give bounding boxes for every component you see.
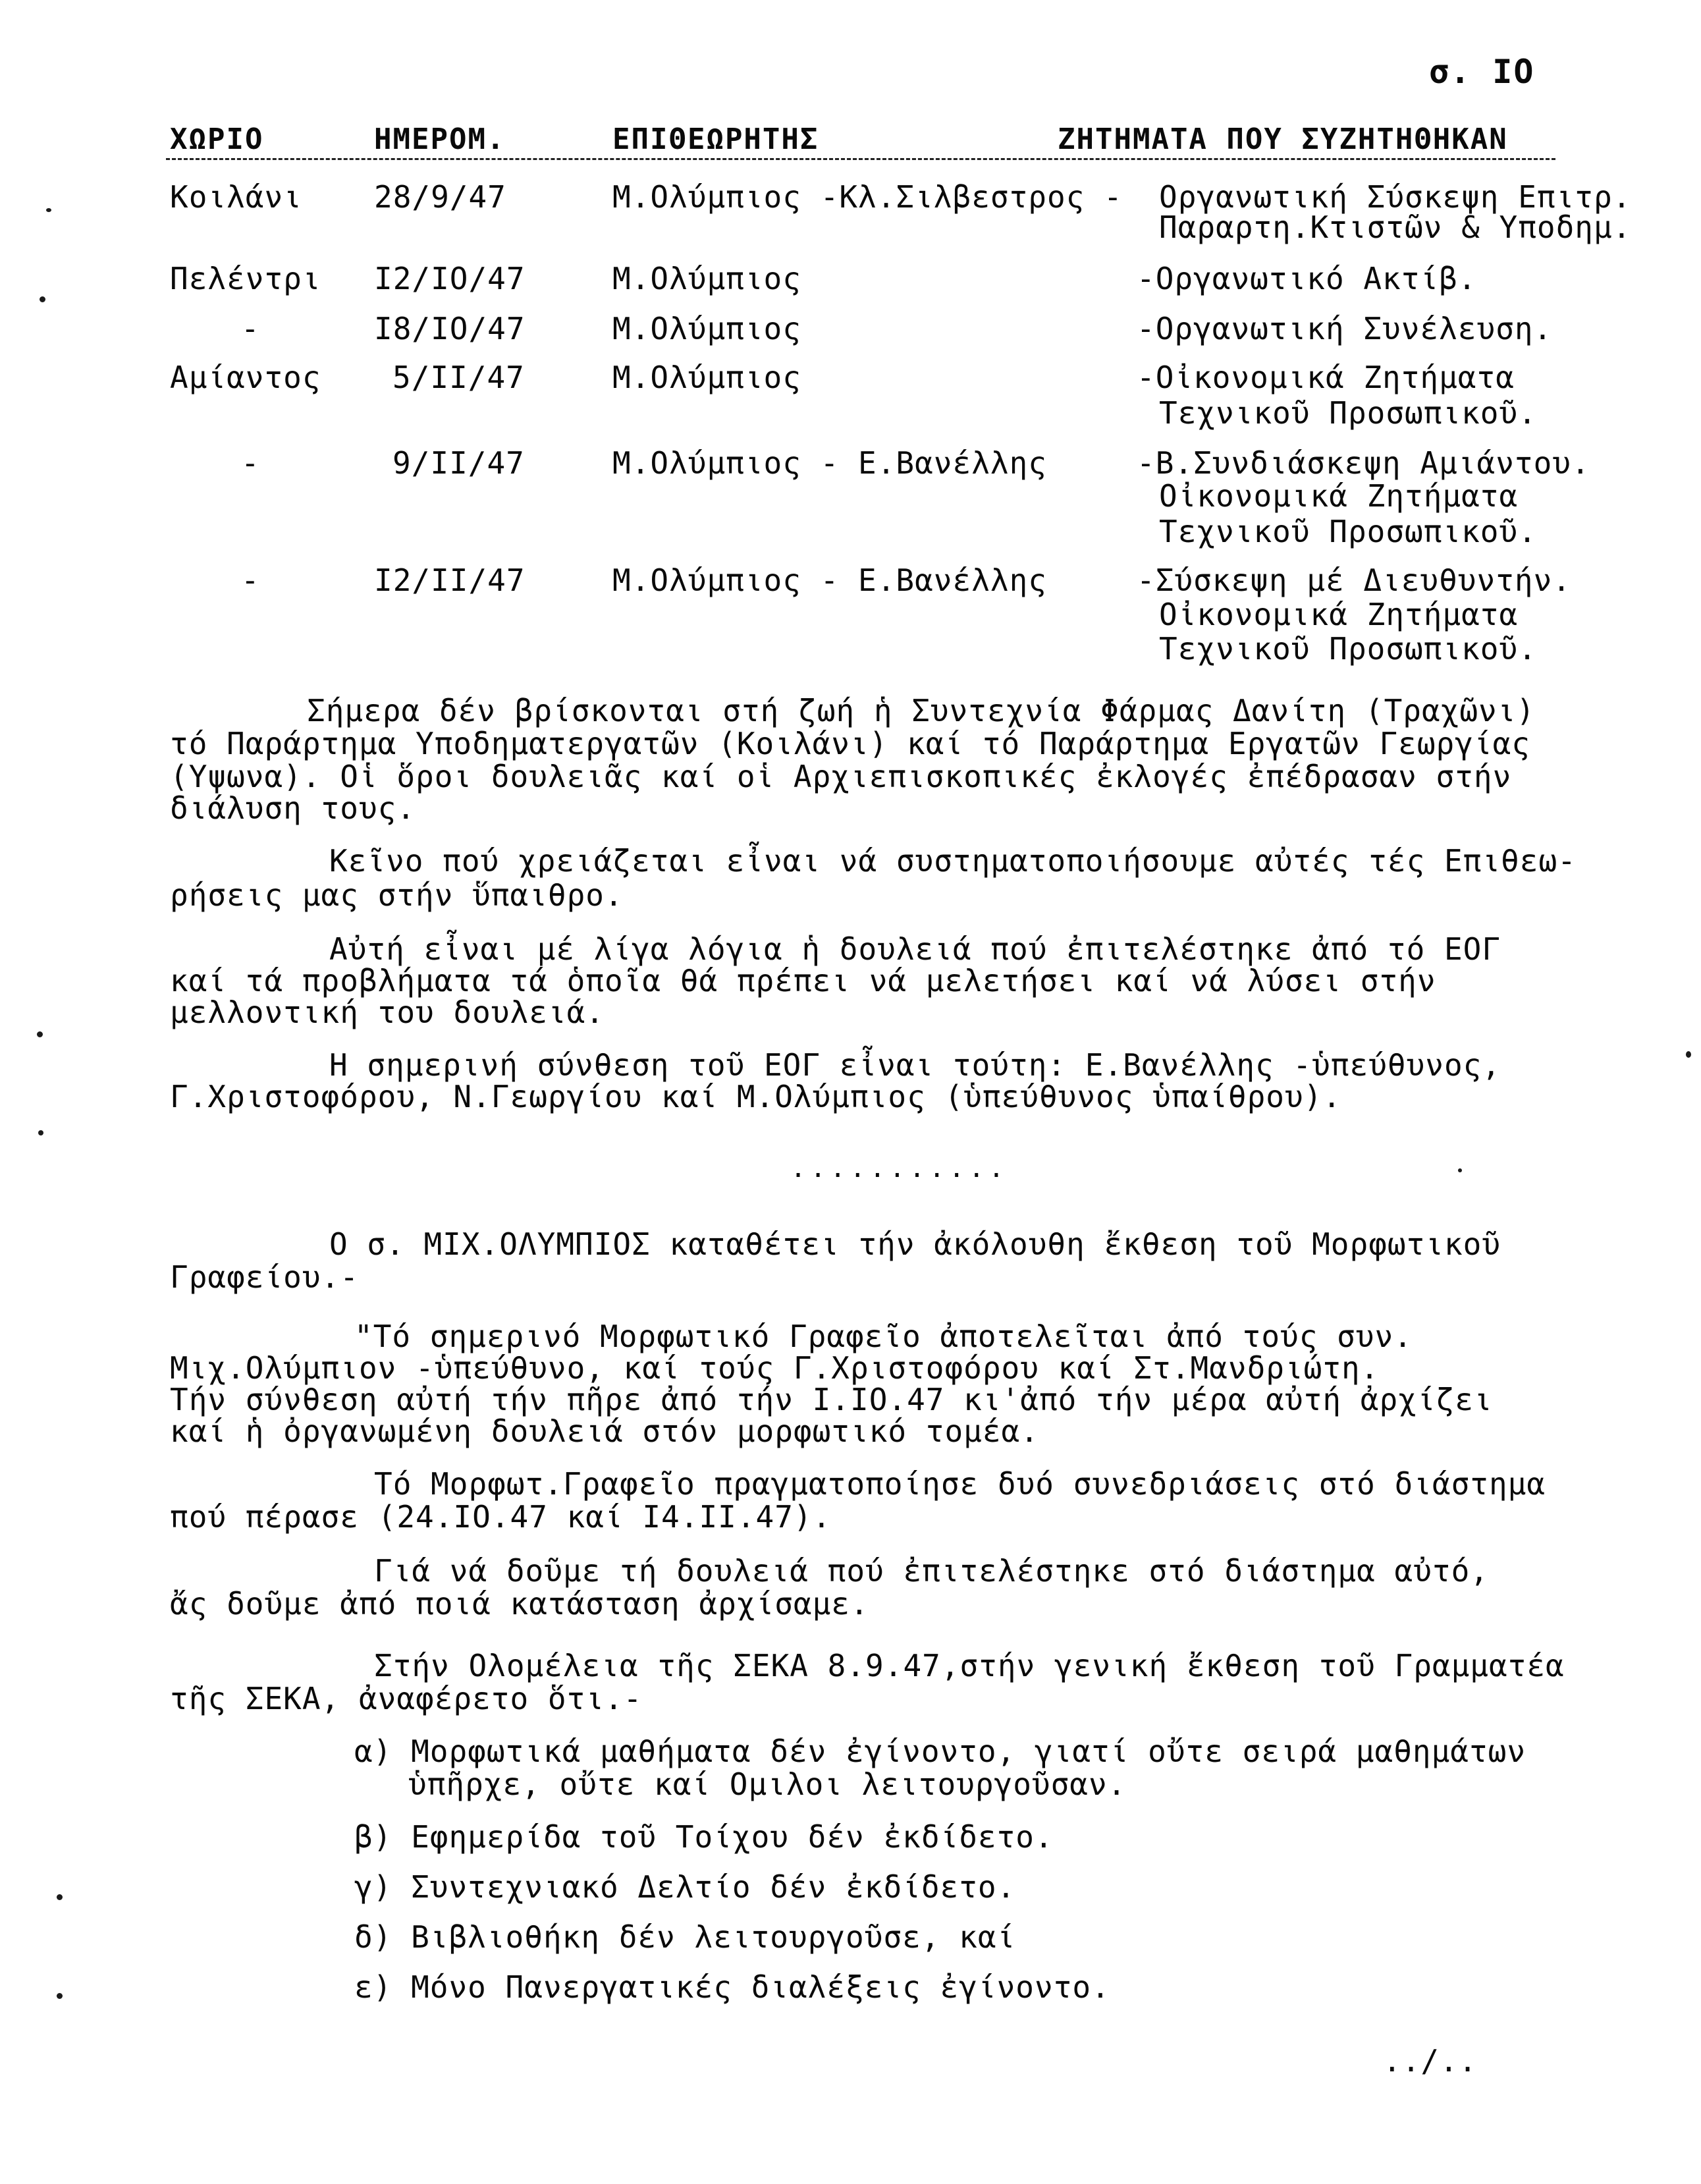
row-issue-line: -Β.Συνδιάσκεψη Αμιάντου. <box>1137 445 1590 481</box>
row-issue-line: Οἰκονομικά Ζητήματα <box>1159 478 1519 514</box>
paragraph-line: Γιά νά δοῦμε τή δουλειά πού ἐπιτελέστηκε στό διάστημα αὐτό, <box>374 1553 1489 1589</box>
scan-speck <box>1458 1168 1462 1172</box>
list-item-continuation: ὑπῆρχε, οὔτε καί Ομιλοι λειτουργοῦσαν. <box>408 1766 1127 1802</box>
row-date: 5/II/47 <box>392 360 525 395</box>
row-inspector: Μ.Ολύμπιος - Ε.Βανέλλης <box>612 562 1047 598</box>
row-inspector: Μ.Ολύμπιος <box>612 261 801 296</box>
list-item: γ) Συντεχνιακό Δελτίο δέν ἐκδίδετο. <box>354 1869 1016 1905</box>
list-item: α) Μορφωτικά μαθήματα δέν ἐγίνοντο, γιατί οὔτε σειρά μαθημάτων <box>354 1734 1526 1769</box>
row-village: - <box>241 445 260 481</box>
paragraph-line: ἄς δοῦμε ἀπό ποιά κατάσταση ἀρχίσαμε. <box>170 1586 869 1622</box>
row-village: Αμίαντος <box>170 360 321 395</box>
paragraph-line: καί τά προβλήματα τά ὁποῖα θά πρέπει νά μελετήσει καί νά λύσει στήν <box>170 963 1436 998</box>
paragraph-line: διάλυση τους. <box>170 790 416 826</box>
column-header-village: ΧΩΡΙΟ <box>170 123 264 156</box>
row-date: 28/9/47 <box>374 179 506 215</box>
paragraph-line: Τήν σύνθεση αὐτή τήν πῆρε ἀπό τήν I.IO.47 κι'ἀπό τήν μέρα αὐτή ἀρχίζει <box>170 1382 1493 1417</box>
row-issue-line: Τεχνικοῦ Προσωπικοῦ. <box>1159 395 1537 431</box>
row-village: - <box>241 562 260 598</box>
row-issue-line: Οργανωτική Σύσκεψη Επιτρ. <box>1159 179 1632 215</box>
row-issue-line: -Οἰκονομικά Ζητήματα <box>1137 360 1515 395</box>
paragraph-line: μελλοντική του δουλειά. <box>170 995 605 1030</box>
header-underline <box>166 158 1555 160</box>
continuation-mark: ../.. <box>1383 2043 1478 2079</box>
paragraph-line: τό Παράρτημα Υποδηματεργατῶν (Κοιλάνι) καί τό Παράρτημα Εργατῶν Γεωργίας <box>170 726 1530 761</box>
column-header-inspector: ΕΠΙΘΕΩΡΗΤΗΣ <box>612 123 819 156</box>
row-inspector: Μ.Ολύμπιος <box>612 311 801 346</box>
row-date: 9/II/47 <box>392 445 525 481</box>
row-issue-line: -Σύσκεψη μέ Διευθυντήν. <box>1137 562 1571 598</box>
column-header-date: ΗΜΕΡΟΜ. <box>374 123 506 156</box>
row-date: I8/IO/47 <box>374 311 526 346</box>
paragraph-line: Τό Μορφωτ.Γραφεῖο πραγματοποίησε δυό συνεδριάσεις στό διάστημα <box>374 1466 1546 1502</box>
paragraph-line: Ο σ. ΜΙΧ.ΟΛΥΜΠΙΟΣ καταθέτει τήν ἀκόλουθη ἔκθεση τοῦ Μορφωτικοῦ <box>329 1226 1501 1262</box>
row-date: I2/IO/47 <box>374 261 526 296</box>
list-item: δ) Βιβλιοθήκη δέν λειτουργοῦσε, καί <box>354 1919 1016 1955</box>
row-issue-line: Τεχνικοῦ Προσωπικοῦ. <box>1159 631 1537 667</box>
paragraph-line: πού πέρασε (24.IO.47 καί I4.II.47). <box>170 1499 832 1535</box>
scan-speck <box>1686 1051 1691 1058</box>
paragraph-line: Μιχ.Ολύμπιον -ὑπεύθυνο, καί τούς Γ.Χριστοφόρου καί Στ.Μανδριώτη. <box>170 1350 1380 1386</box>
row-inspector: Μ.Ολύμπιος <box>612 360 801 395</box>
scan-speck <box>57 1894 63 1900</box>
paragraph-line: ρήσεις μας στήν ὕπαιθρο. <box>170 877 624 913</box>
paragraph-line: Αὐτή εἶναι μέ λίγα λόγια ἡ δουλειά πού ἐπιτελέστηκε ἀπό τό ΕΟΓ <box>329 931 1501 967</box>
scan-speck <box>37 1031 43 1037</box>
paragraph-line: Κεῖνο πού χρειάζεται εἶναι νά συστηματοποιήσουμε αὐτές τές Επιθεω- <box>329 843 1577 879</box>
paragraph-line: Η σημερινή σύνθεση τοῦ ΕΟΓ εἶναι τούτη: Ε.Βανέλλης -ὑπεύθυνος, <box>329 1047 1501 1083</box>
row-village: - <box>241 311 260 346</box>
row-village: Πελέντρι <box>170 261 321 296</box>
section-separator: ........... <box>790 1153 1008 1184</box>
paragraph-line: Γ.Χριστοφόρου, Ν.Γεωργίου καί Μ.Ολύμπιος (ὑπεύθυνος ὑπαίθρου). <box>170 1079 1342 1114</box>
row-issue-line: -Οργανωτικό Ακτίβ. <box>1137 261 1477 296</box>
list-item: β) Εφημερίδα τοῦ Τοίχου δέν ἐκδίδετο. <box>354 1819 1054 1855</box>
row-inspector: Μ.Ολύμπιος -Κλ.Σιλβεστρος - <box>612 179 1123 215</box>
row-inspector: Μ.Ολύμπιος - Ε.Βανέλλης <box>612 445 1047 481</box>
paragraph-line: Σήμερα δέν βρίσκονται στή ζωή ἡ Συντεχνία Φάρμας Δανίτη (Τραχῶνι) <box>307 693 1536 728</box>
paragraph-line: τῆς ΣΕΚΑ, ἀναφέρετο ὅτι.- <box>170 1681 643 1716</box>
row-issue-line: Τεχνικοῦ Προσωπικοῦ. <box>1159 514 1537 549</box>
column-header-issues: ΖΗΤΗΜΑΤΑ ΠΟΥ ΣΥΖΗΤΗΘΗΚΑΝ <box>1058 123 1508 156</box>
scan-speck <box>57 1993 63 1999</box>
list-item: ε) Μόνο Πανεργατικές διαλέξεις ἐγίνοντο. <box>354 1969 1110 2005</box>
row-village: Κοιλάνι <box>170 179 302 215</box>
row-date: I2/II/47 <box>374 562 526 598</box>
paragraph-line: καί ἡ ὀργανωμένη δουλειά στόν μορφωτικό τομέα. <box>170 1413 1039 1449</box>
paragraph-line: Στήν Ολομέλεια τῆς ΣΕΚΑ 8.9.47,στήν γενική ἔκθεση τοῦ Γραμματέα <box>374 1648 1565 1683</box>
row-issue-line: Παραρτη.Κτιστῶν & Υποδημ. <box>1159 209 1632 245</box>
paragraph-line: Γραφείου.- <box>170 1259 359 1295</box>
scan-speck <box>40 296 45 302</box>
page-number: σ. IO <box>1429 53 1535 91</box>
paragraph-line: "Τό σημερινό Μορφωτικό Γραφεῖο ἀποτελεῖται ἀπό τούς συν. <box>354 1319 1413 1354</box>
scan-speck <box>46 208 51 212</box>
row-issue-line: -Οργανωτική Συνέλευση. <box>1137 311 1553 346</box>
scan-speck <box>38 1130 43 1135</box>
row-issue-line: Οἰκονομικά Ζητήματα <box>1159 597 1519 632</box>
paragraph-line: (Υψωνα). Οἱ ὅροι δουλειᾶς καί οἱ Αρχιεπισκοπικές ἐκλογές ἐπέδρασαν στήν <box>170 759 1512 794</box>
